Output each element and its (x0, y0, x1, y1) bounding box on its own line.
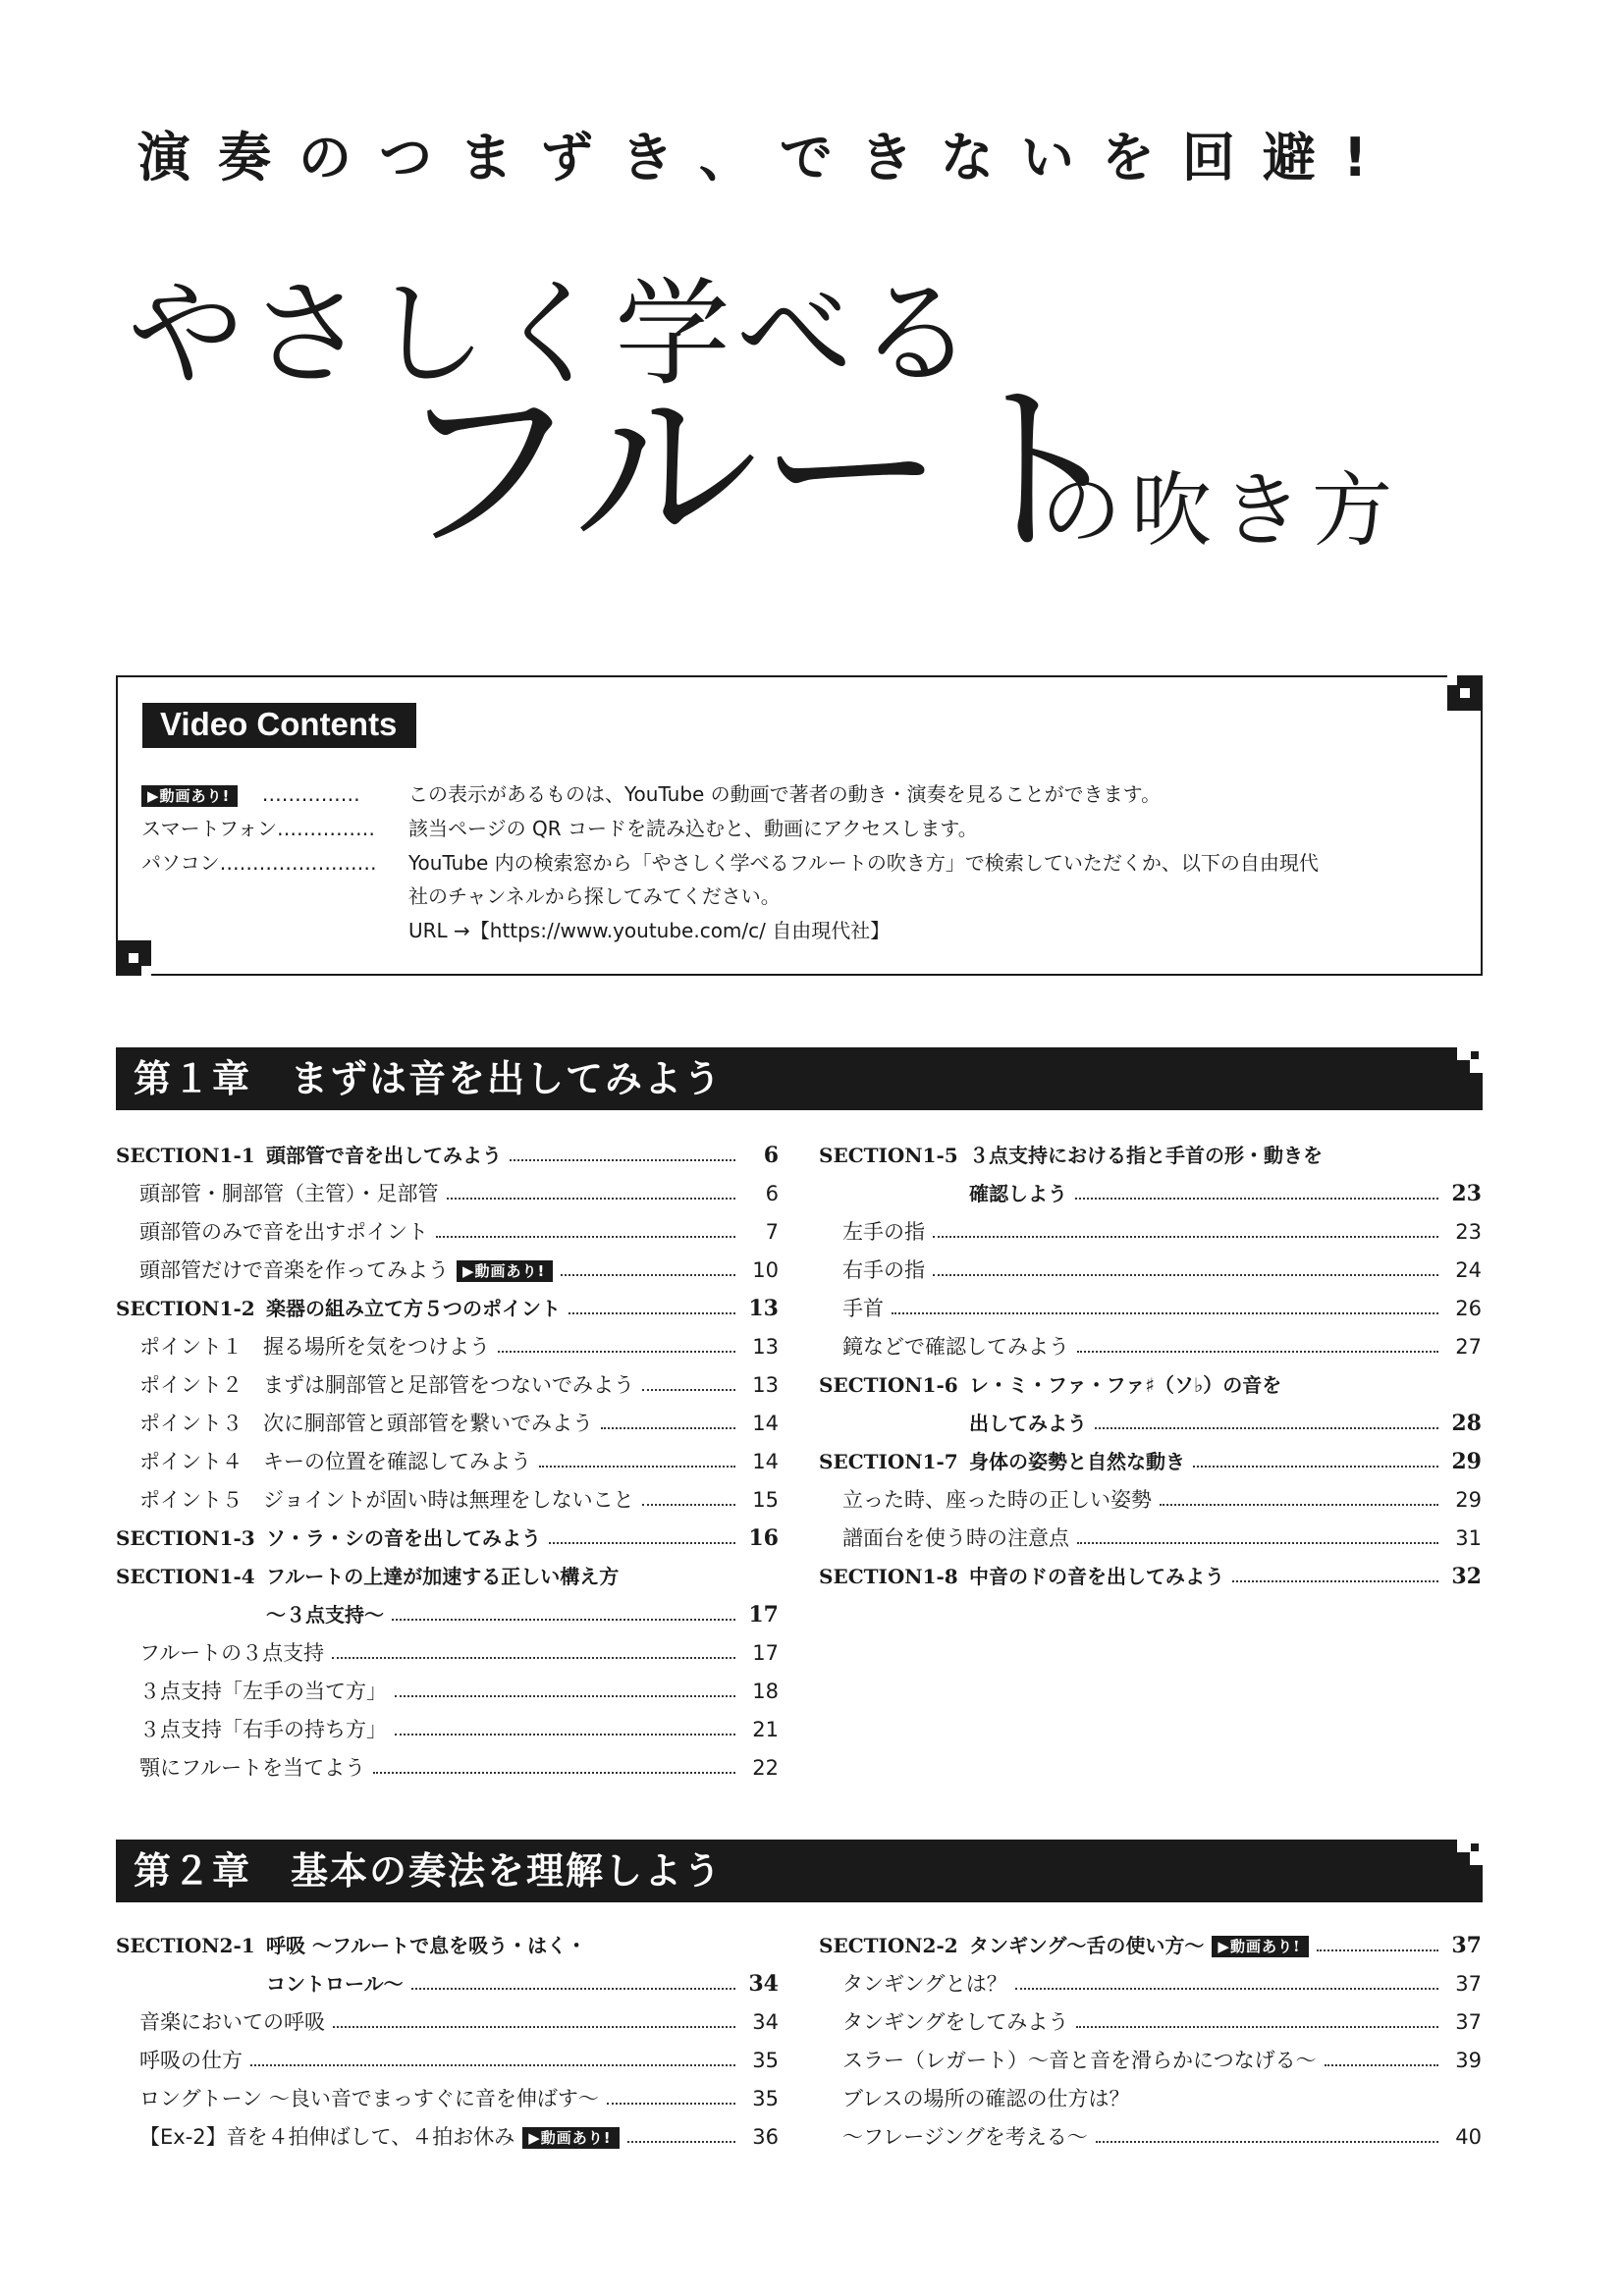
page-number: 14 (752, 1412, 779, 1435)
leader-dots (1015, 1988, 1438, 1990)
book-title-line1: やさしく学べる (128, 266, 981, 401)
leader-dots (892, 1312, 1438, 1314)
section-title: ソ・ラ・シの音を出してみよう (266, 1526, 541, 1550)
section-title: レ・ミ・ファ・ファ♯（ソ♭）の音を (969, 1373, 1282, 1397)
leader-dots (549, 1542, 735, 1544)
entry-title: 譜面台を使う時の注意点 (842, 1526, 1069, 1550)
page-number: 37 (1455, 2010, 1482, 2034)
toc-entry-row (819, 1481, 1482, 1520)
toc-entry-row (116, 1443, 779, 1481)
leader-dots (933, 1274, 1438, 1276)
page-number: 17 (752, 1641, 779, 1665)
page-number: 31 (1455, 1526, 1482, 1550)
entry-title: タンギングをしてみよう (842, 2010, 1069, 2034)
toc-column-right (819, 1137, 1482, 1596)
corner-ornament (116, 940, 151, 976)
page-number: 37 (1455, 1972, 1482, 1996)
toc-section-row (819, 1558, 1482, 1596)
toc-entry-row (116, 1175, 779, 1213)
leader-dots (933, 1236, 1438, 1238)
entry-title: 出してみよう (969, 1412, 1087, 1435)
section-title: 身体の姿勢と自然な動き (969, 1450, 1185, 1473)
section-number: SECTION1-5 (819, 1144, 958, 1167)
toc-column-left (116, 1137, 779, 1788)
entry-title: 顎にフルートを当てよう (139, 1756, 366, 1780)
entry-title: ポイント１ 握る場所を気をつけよう (139, 1335, 490, 1359)
leader-dots (601, 1427, 735, 1429)
video-row-label: スマートフォン…………… (141, 817, 375, 840)
entry-title: 【Ex-2】音を４拍伸ばして、４拍お休み (139, 2125, 515, 2149)
leader-dots (642, 1504, 735, 1506)
toc-entry-row (819, 1520, 1482, 1558)
video-contents-heading: Video Contents (142, 703, 416, 748)
video-row-text: この表示があるものは、YouTube の動画で著者の動き・演奏を見ることができます。 (408, 782, 1162, 806)
toc-entry-row (116, 1328, 779, 1366)
entry-title: 右手の指 (842, 1258, 925, 1282)
page-number: 10 (752, 1258, 779, 1282)
video-badge: ▶動画あり! (141, 785, 238, 807)
section-number: SECTION2-2 (819, 1934, 958, 1957)
toc-entry-row (819, 1175, 1482, 1213)
toc-entry-row (116, 2080, 779, 2118)
entry-title: 〜フレージングを考える〜 (842, 2125, 1088, 2149)
toc-entry-row (819, 1252, 1482, 1290)
book-title-line3: の吹き方 (1041, 464, 1403, 558)
toc-entry-row (116, 1252, 779, 1290)
leader-dots (498, 1351, 735, 1353)
page-number: 40 (1455, 2125, 1482, 2149)
entry-title: 立った時、座った時の正しい姿勢 (842, 1488, 1152, 1512)
page-number: 21 (752, 1718, 779, 1741)
entry-title: ３点支持「右手の持ち方」 (139, 1718, 387, 1741)
video-contents-box (116, 675, 1483, 976)
toc-entry-row (116, 2003, 779, 2042)
leader-dots (436, 1236, 735, 1238)
page-number: 29 (1455, 1488, 1482, 1512)
leader-dots (1096, 2141, 1438, 2143)
leader-dots (250, 2064, 735, 2066)
page-number: 27 (1455, 1335, 1482, 1359)
leader-dots (447, 1198, 736, 1200)
toc-entry-row (819, 1213, 1482, 1252)
leader-dots (1077, 1542, 1438, 1544)
leader-dots (1193, 1466, 1438, 1468)
toc-entry-row (116, 1711, 779, 1749)
leader-dots (642, 1389, 735, 1391)
section-title: 中音のドの音を出してみよう (969, 1565, 1224, 1588)
video-badge: ▶動画あり! (522, 2127, 619, 2149)
page-number: 23 (1455, 1220, 1482, 1244)
toc-section-row (819, 1443, 1482, 1481)
toc-entry-row (819, 2118, 1482, 2157)
leader-dots (392, 1619, 735, 1621)
toc-entry-row (819, 1328, 1482, 1366)
section-title: 呼吸 〜フルートで息を吸う・はく・ (266, 1934, 587, 1957)
leader-dots (1325, 2064, 1438, 2066)
entry-title: 鏡などで確認してみよう (842, 1335, 1069, 1359)
entry-title: スラー（レガート）〜音と音を滑らかにつなげる〜 (842, 2049, 1317, 2072)
leader-dots (607, 2103, 735, 2105)
page-number: 23 (1451, 1181, 1482, 1206)
toc-entry-row (819, 2003, 1482, 2042)
page-number: 37 (1451, 1933, 1482, 1958)
page-number: 36 (752, 2125, 779, 2149)
toc-column-right (819, 1927, 1482, 2157)
page-number: 34 (752, 2010, 779, 2034)
toc-column-left (116, 1927, 779, 2157)
video-url-text: URL →【https://www.youtube.com/c/ 自由現代社】 (408, 919, 891, 942)
leader-dots (539, 1466, 735, 1468)
toc-entry-row (819, 1405, 1482, 1443)
leader-dots (332, 1657, 735, 1659)
page-number: 35 (752, 2087, 779, 2110)
leader-dots (1076, 2026, 1438, 2028)
toc-entry-row (116, 1673, 779, 1711)
toc-entry-row (819, 1290, 1482, 1328)
entry-title: 音楽においての呼吸 (139, 2010, 325, 2034)
page-number: 13 (752, 1335, 779, 1359)
corner-ornament (1447, 675, 1483, 711)
page-number: 39 (1455, 2049, 1482, 2072)
toc-entry-row (116, 1366, 779, 1405)
leader-dots (395, 1695, 735, 1697)
page-number: 6 (763, 1143, 779, 1168)
toc-entry-row (116, 1749, 779, 1788)
leader-dots (395, 1734, 735, 1735)
section-number: SECTION1-8 (819, 1565, 958, 1588)
page-number: 32 (1451, 1564, 1482, 1589)
entry-title: ロングトーン 〜良い音でまっすぐに音を伸ばす〜 (139, 2087, 599, 2110)
page-number: 28 (1451, 1411, 1482, 1436)
entry-title: 頭部管のみで音を出すポイント (139, 1220, 428, 1244)
entry-title: ポイント５ ジョイントが固い時は無理をしないこと (139, 1488, 634, 1512)
page-number: 7 (765, 1220, 779, 1244)
section-title: フルートの上達が加速する正しい構え方 (266, 1565, 620, 1588)
toc-entry-row (116, 1634, 779, 1673)
leader-dots (568, 1312, 735, 1314)
video-row-text: YouTube 内の検索窓から「やさしく学べるフルートの吹き方」で検索していただくか、以下の自由現代 (408, 851, 1319, 875)
page-number: 35 (752, 2049, 779, 2072)
toc-entry-row (116, 2118, 779, 2157)
toc-section-row (116, 1558, 779, 1596)
page-number: 16 (748, 1525, 779, 1551)
entry-title: 呼吸の仕方 (139, 2049, 243, 2072)
toc-section-row (819, 1137, 1482, 1175)
video-row-dots: …………… (261, 782, 360, 806)
toc-entry-row (819, 2080, 1482, 2118)
leader-dots (561, 1274, 735, 1276)
section-number: SECTION1-3 (116, 1526, 255, 1550)
toc-entry-row (819, 2042, 1482, 2080)
entry-title: 頭部管・胴部管（主管）・足部管 (139, 1182, 439, 1205)
leader-dots (1160, 1504, 1438, 1506)
chapter-1-heading: 第１章 まずは音を出してみよう (116, 1047, 1483, 1110)
page-number: 34 (748, 1971, 779, 1997)
section-title: ３点支持における指と手首の形・動きを (969, 1144, 1323, 1167)
section-number: SECTION1-7 (819, 1450, 958, 1473)
entry-title: 〜３点支持〜 (266, 1603, 384, 1627)
page-number: 18 (752, 1680, 779, 1703)
toc-entry-row (116, 1405, 779, 1443)
video-row-badge (141, 780, 360, 808)
video-row-label: パソコン…………………… (141, 851, 377, 875)
toc-entry-row (116, 2042, 779, 2080)
leader-dots (373, 1772, 735, 1774)
entry-title: 頭部管だけで音楽を作ってみよう (139, 1258, 449, 1282)
page-number: 22 (752, 1756, 779, 1780)
toc-section-row (116, 1520, 779, 1558)
section-number: SECTION1-1 (116, 1144, 255, 1167)
leader-dots (1095, 1427, 1438, 1429)
leader-dots (1077, 1351, 1438, 1353)
leader-dots (510, 1159, 735, 1161)
page-number: 13 (752, 1373, 779, 1397)
page-number: 24 (1455, 1258, 1482, 1282)
chapter-2-heading: 第２章 基本の奏法を理解しよう (116, 1840, 1483, 1902)
toc-entry-row (116, 1596, 779, 1634)
toc-section-row (819, 1927, 1482, 1965)
section-title: 楽器の組み立て方５つのポイント (266, 1297, 561, 1320)
video-row-text: 該当ページの QR コードを読み込むと、動画にアクセスします。 (408, 817, 978, 840)
leader-dots (627, 2141, 735, 2143)
page-number: 13 (748, 1296, 779, 1321)
entry-title: 手首 (842, 1297, 884, 1320)
leader-dots (1232, 1580, 1438, 1582)
page-number: 15 (752, 1488, 779, 1512)
leader-dots (1317, 1949, 1438, 1951)
video-row-text: 社のチャンネルから探してみてください。 (408, 884, 781, 908)
page-number: 6 (765, 1182, 779, 1205)
entry-title: タンギングとは？ (842, 1972, 1007, 1996)
section-number: SECTION1-2 (116, 1297, 255, 1320)
toc-section-row (116, 1290, 779, 1328)
entry-title: コントロール〜 (266, 1972, 404, 1996)
toc-section-row (116, 1927, 779, 1965)
entry-title: ブレスの場所の確認の仕方は？ (842, 2087, 1130, 2110)
toc-entry-row (116, 1213, 779, 1252)
toc-entry-row (116, 1481, 779, 1520)
entry-title: 確認しよう (969, 1182, 1067, 1205)
toc-entry-row (819, 1965, 1482, 2003)
section-number: SECTION1-4 (116, 1565, 255, 1588)
entry-title: フルートの３点支持 (139, 1641, 325, 1665)
toc-entry-row (116, 1965, 779, 2003)
video-badge: ▶動画あり! (457, 1260, 553, 1282)
leader-dots (411, 1988, 735, 1990)
section-number: SECTION2-1 (116, 1934, 255, 1957)
entry-title: 左手の指 (842, 1220, 925, 1244)
leader-dots (1075, 1198, 1438, 1200)
leader-dots (333, 2026, 735, 2028)
page-number: 14 (752, 1450, 779, 1473)
book-title-flute: フルート (393, 362, 1132, 579)
toc-section-row (819, 1366, 1482, 1405)
page-number: 17 (748, 1602, 779, 1628)
section-title: タンギング〜舌の使い方〜 (969, 1934, 1205, 1957)
section-number: SECTION1-6 (819, 1373, 958, 1397)
entry-title: ポイント３ 次に胴部管と頭部管を繋いでみよう (139, 1412, 593, 1435)
entry-title: ポイント２ まずは胴部管と足部管をつないでみよう (139, 1373, 634, 1397)
tagline: 演奏のつまずき、できないを回避! (137, 127, 1395, 188)
page-number: 29 (1451, 1449, 1482, 1474)
video-badge: ▶動画あり! (1212, 1936, 1308, 1957)
section-title: 頭部管で音を出してみよう (266, 1144, 502, 1167)
toc-section-row (116, 1137, 779, 1175)
entry-title: ３点支持「左手の当て方」 (139, 1680, 387, 1703)
page-number: 26 (1455, 1297, 1482, 1320)
entry-title: ポイント４ キーの位置を確認してみよう (139, 1450, 531, 1473)
